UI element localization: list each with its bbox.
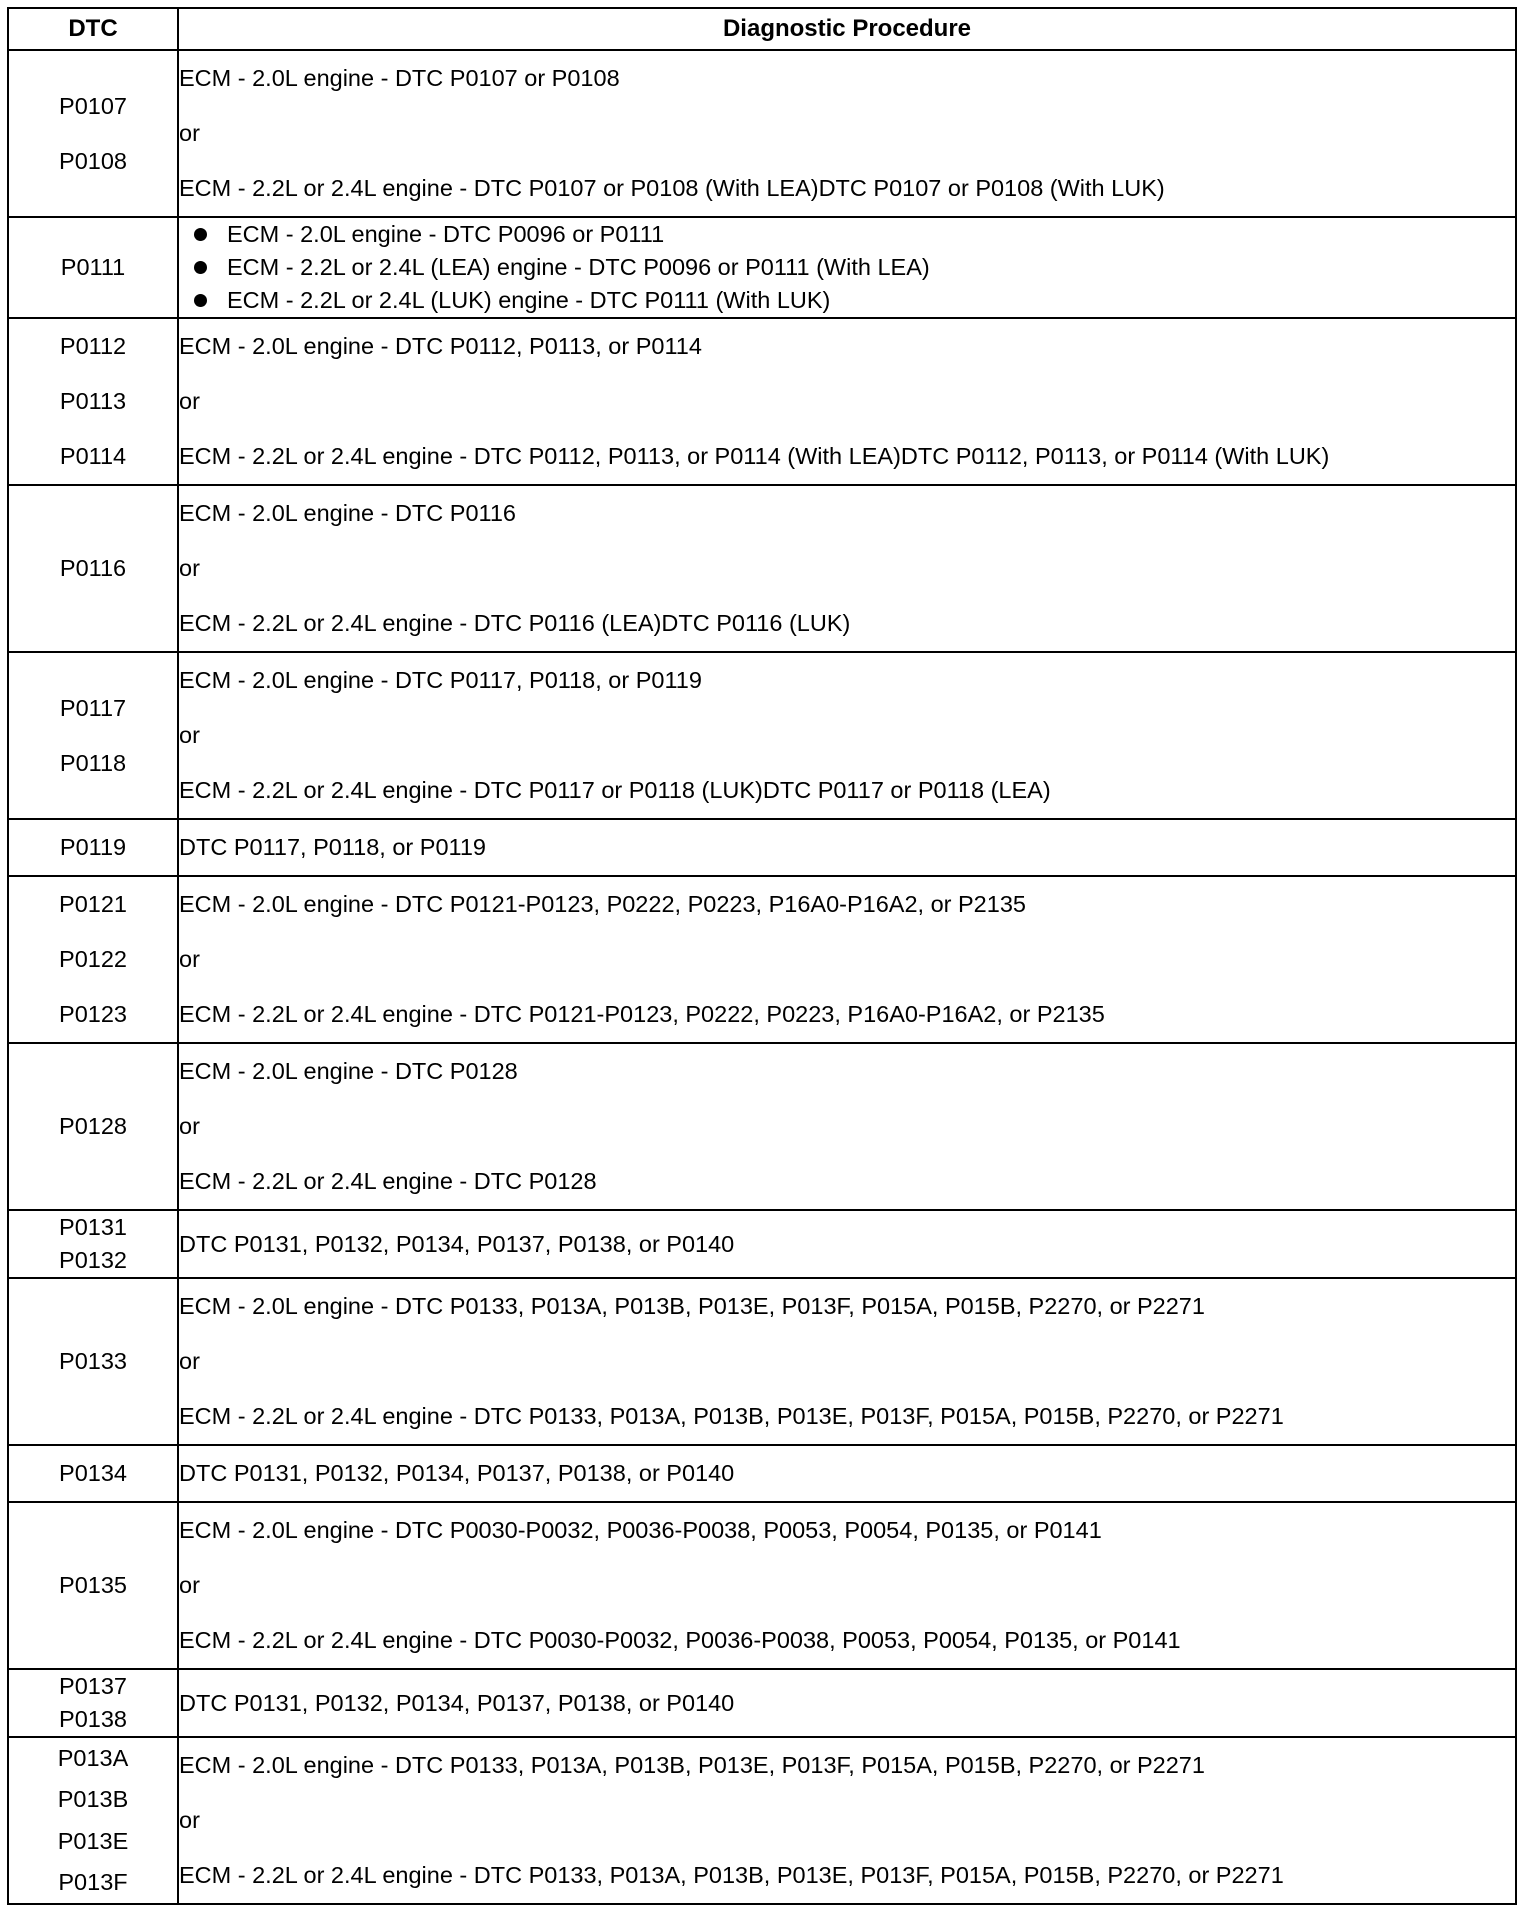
or-separator: or [179,1113,200,1139]
procedure-text: ECM - 2.2L or 2.4L engine - DTC P0121-P0123, P0222, P0223, P16A0-P16A2, or P2135 [179,1001,1105,1027]
procedure-text: ECM - 2.2L or 2.4L engine - DTC P0128 [179,1168,597,1194]
procedure-text: DTC P0117, P0118, or P0119 [179,834,486,860]
dtc-code: P0114 [59,443,127,469]
procedure-text: ECM - 2.2L or 2.4L engine - DTC P0112, P0113, or P0114 (With LEA)DTC P0112, P0113, or P0114 (With LUK) [179,443,1330,469]
procedure-bullet [194,218,1515,251]
procedure-text: DTC P0131, P0132, P0134, P0137, P0138, or P0140 [179,1689,735,1716]
dtc-code-cell [8,819,178,876]
dtc-code: P0116 [59,555,127,581]
table-row [8,217,1516,318]
dtc-code-cell [8,1502,178,1669]
procedure-cell [178,876,1516,1043]
procedure-cell [178,1669,1516,1737]
dtc-code-cell [8,1210,178,1278]
procedure-text: DTC P0131, P0132, P0134, P0137, P0138, or P0140 [179,1460,735,1486]
procedure-cell [178,1502,1516,1669]
procedure-text: ECM - 2.0L engine - DTC P0107 or P0108 [179,65,620,91]
or-separator: or [179,946,200,972]
procedure-bullet [194,284,1515,317]
bullet-icon [194,261,207,274]
procedure-bullet [194,251,1515,284]
procedure-text: ECM - 2.0L engine - DTC P0133, P013A, P013B, P013E, P013F, P015A, P015B, P2270, or P2271 [179,1293,1205,1319]
dtc-code: P0131 [59,1214,127,1240]
dtc-code-cell [8,876,178,1043]
bullet-icon [194,294,207,307]
procedure-cell [178,1737,1516,1904]
procedure-cell [178,1210,1516,1278]
procedure-cell [178,1278,1516,1445]
dtc-code: P0135 [59,1572,127,1598]
table-row [8,1445,1516,1502]
dtc-code: P0128 [59,1113,127,1139]
table-row [8,1737,1516,1904]
procedure-text: ECM - 2.2L or 2.4L engine - DTC P0117 or P0118 (LUK)DTC P0117 or P0118 (LEA) [179,777,1051,803]
or-separator: or [179,1348,200,1374]
dtc-code: P0113 [59,388,127,414]
dtc-code: P0112 [59,333,127,359]
dtc-code-cell [8,1278,178,1445]
procedure-cell [178,1043,1516,1210]
or-separator: or [179,555,200,581]
or-separator: or [179,388,200,414]
dtc-code-cell [8,1669,178,1737]
procedure-text: ECM - 2.0L engine - DTC P0133, P013A, P013B, P013E, P013F, P015A, P015B, P2270, or P2271 [179,1752,1205,1778]
or-separator: or [179,120,200,146]
procedure-bullet-list [179,218,1515,317]
dtc-code: P0117 [59,694,127,721]
dtc-code-cell [8,50,178,217]
dtc-code-cell [8,217,178,318]
procedure-text: ECM - 2.0L engine - DTC P0116 [179,500,516,526]
table-row [8,1043,1516,1210]
procedure-text: ECM - 2.2L or 2.4L engine - DTC P0133, P013A, P013B, P013E, P013F, P015A, P015B, P2270, or P2271 [179,1403,1284,1429]
procedure-text: ECM - 2.2L or 2.4L engine - DTC P0116 (LEA)DTC P0116 (LUK) [179,610,851,636]
or-separator: or [179,722,200,748]
procedure-cell [178,318,1516,485]
table-row [8,652,1516,819]
dtc-code: P0123 [59,1001,127,1027]
procedure-text: DTC P0131, P0132, P0134, P0137, P0138, or P0140 [179,1230,735,1257]
procedure-text: ECM - 2.2L or 2.4L (LEA) engine - DTC P0096 or P0111 (With LEA) [227,254,930,280]
dtc-code-cell [8,1737,178,1904]
procedure-cell [178,50,1516,217]
procedure-text: ECM - 2.2L or 2.4L engine - DTC P0030-P0032, P0036-P0038, P0053, P0054, P0135, or P0141 [179,1627,1181,1653]
procedure-cell [178,217,1516,318]
or-separator: or [179,1572,200,1598]
header-dtc: DTC [8,8,178,50]
dtc-code: P0107 [59,92,127,119]
procedure-cell [178,819,1516,876]
dtc-code-cell [8,1445,178,1502]
table-row [8,1210,1516,1278]
dtc-code: P0122 [59,946,127,972]
table-row [8,1669,1516,1737]
procedure-text: ECM - 2.0L engine - DTC P0030-P0032, P0036-P0038, P0053, P0054, P0135, or P0141 [179,1517,1102,1543]
procedure-text: ECM - 2.2L or 2.4L engine - DTC P0133, P013A, P013B, P013E, P013F, P015A, P015B, P2270, or P2271 [179,1862,1284,1888]
procedure-text: ECM - 2.0L engine - DTC P0121-P0123, P0222, P0223, P16A0-P16A2, or P2135 [179,891,1026,917]
header-diagnostic-procedure: Diagnostic Procedure [178,8,1516,50]
dtc-code: P0121 [59,891,127,917]
dtc-code: P013B [57,1786,129,1813]
table-row [8,485,1516,652]
dtc-code: P013E [57,1827,129,1854]
dtc-code: P0111 [60,254,126,280]
dtc-code: P0119 [59,834,127,860]
dtc-table [7,7,1517,1905]
dtc-code: P0132 [59,1247,127,1273]
dtc-code-cell [8,652,178,819]
dtc-code: P0108 [59,147,127,174]
dtc-code: P0118 [59,749,127,776]
dtc-code: P0134 [59,1460,127,1486]
table-row [8,50,1516,217]
dtc-code: P0133 [59,1348,127,1374]
procedure-cell [178,652,1516,819]
table-row [8,318,1516,485]
table-row [8,819,1516,876]
procedure-text: ECM - 2.2L or 2.4L engine - DTC P0107 or P0108 (With LEA)DTC P0107 or P0108 (With LUK) [179,175,1165,201]
bullet-icon [194,228,207,241]
table-row [8,1502,1516,1669]
table-row [8,1278,1516,1445]
procedure-text: ECM - 2.0L engine - DTC P0117, P0118, or P0119 [179,667,702,693]
dtc-code: P0137 [59,1673,127,1699]
or-separator: or [179,1807,200,1833]
procedure-text: ECM - 2.0L engine - DTC P0096 or P0111 [227,221,665,247]
dtc-code-cell [8,318,178,485]
dtc-code: P0138 [59,1706,127,1732]
dtc-code: P013F [58,1868,128,1895]
procedure-cell [178,1445,1516,1502]
dtc-code-cell [8,1043,178,1210]
procedure-text: ECM - 2.2L or 2.4L (LUK) engine - DTC P0111 (With LUK) [227,287,831,313]
procedure-text: ECM - 2.0L engine - DTC P0128 [179,1058,518,1084]
table-row [8,876,1516,1043]
dtc-code-cell [8,485,178,652]
header-row [8,8,1516,50]
procedure-cell [178,485,1516,652]
procedure-text: ECM - 2.0L engine - DTC P0112, P0113, or P0114 [179,333,702,359]
dtc-code: P013A [57,1745,129,1771]
